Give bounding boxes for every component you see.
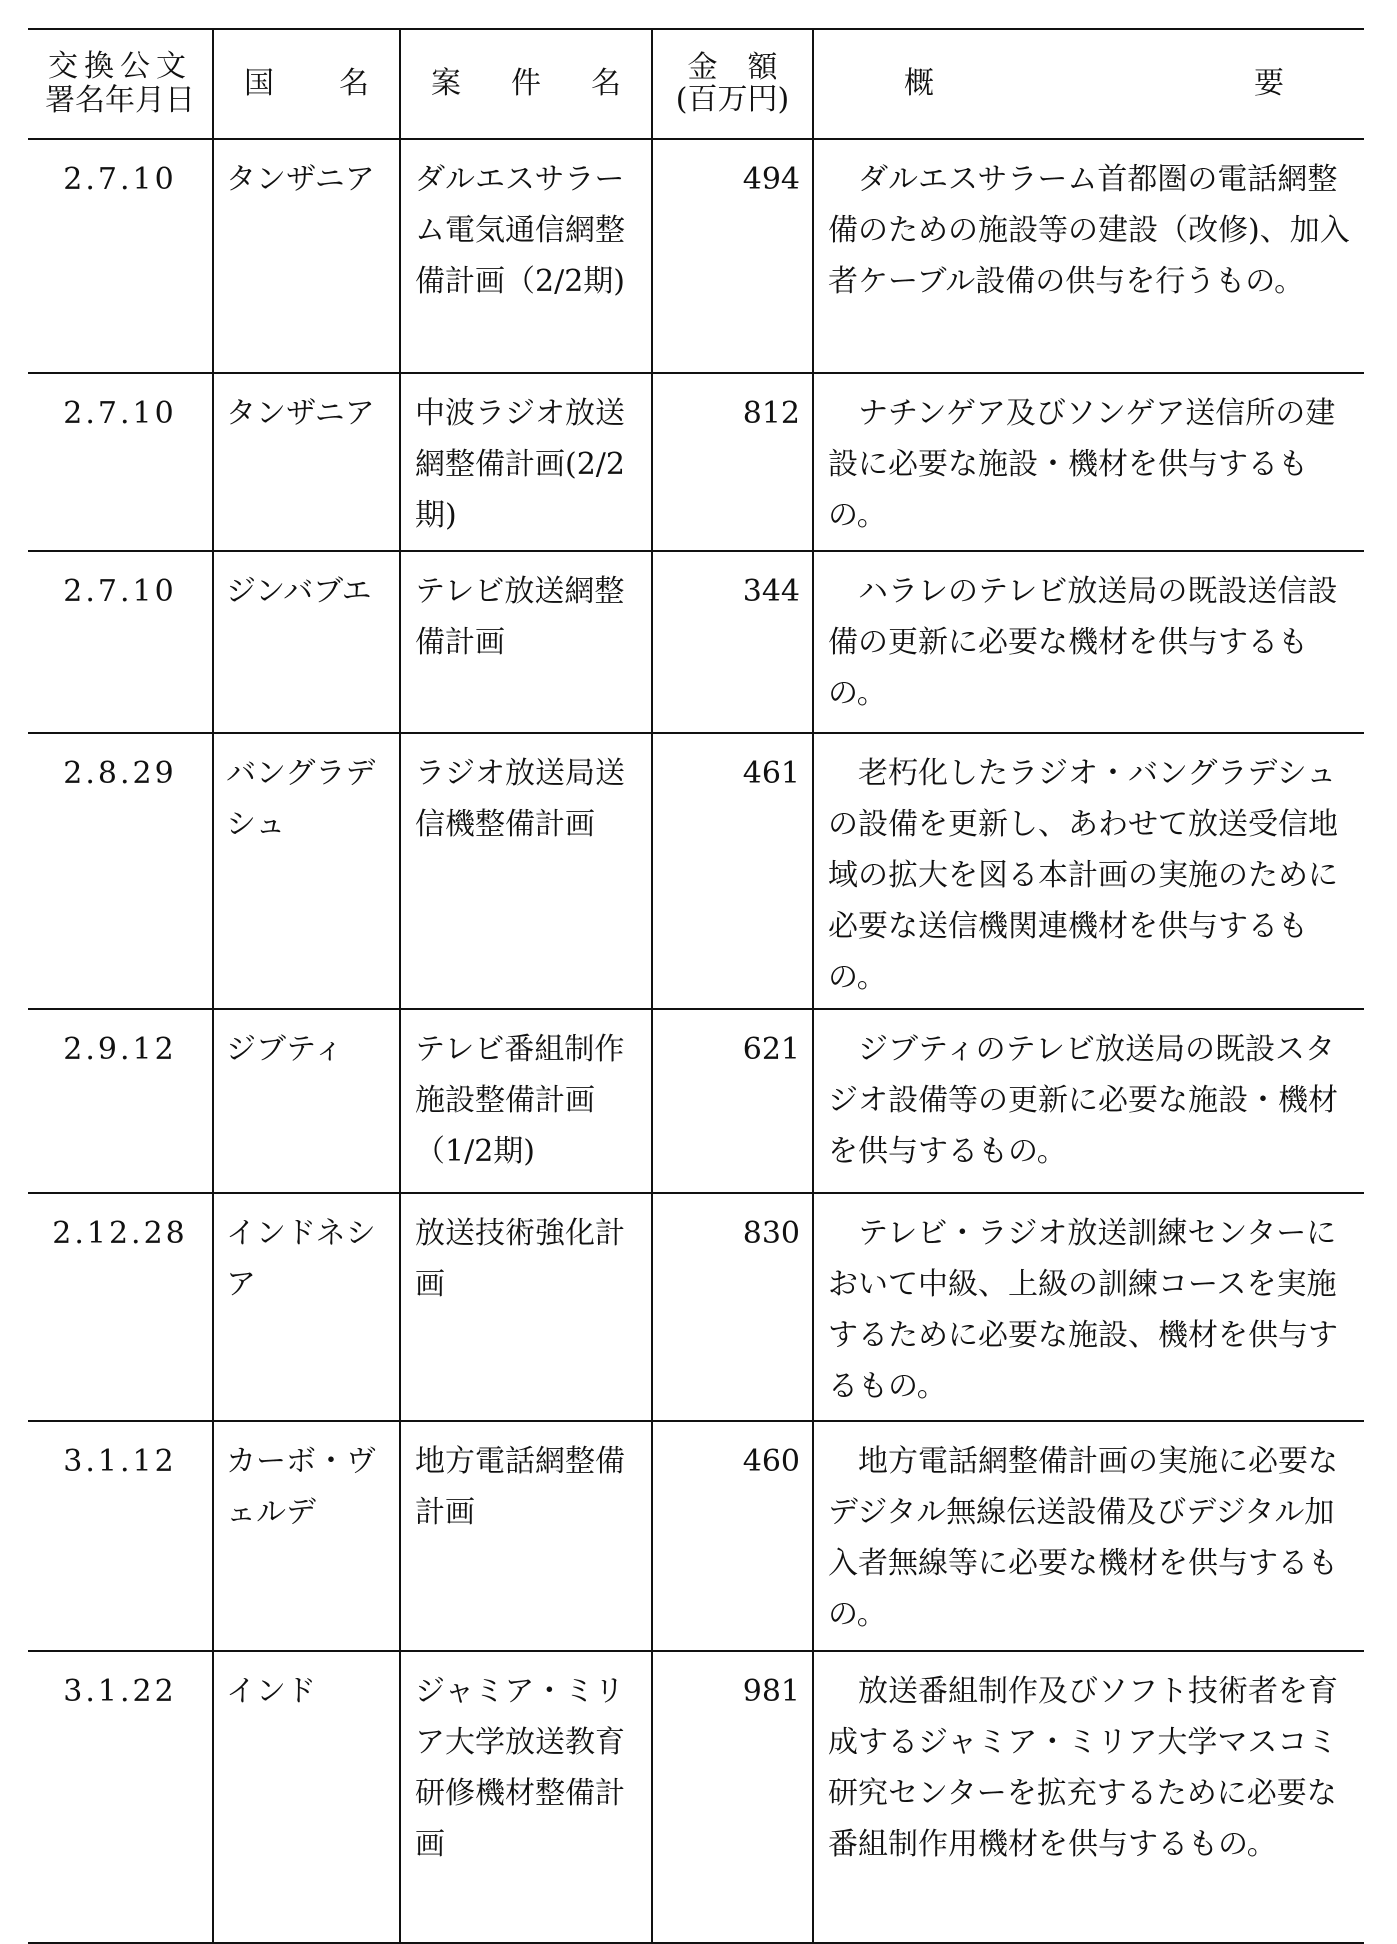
- cell-date: 2.8.29: [63, 756, 177, 791]
- table-row: [28, 1421, 1364, 1651]
- cell-country: インドネシア: [213, 1193, 400, 1421]
- table-row: [28, 551, 1364, 733]
- cell-country: ジブティ: [213, 1009, 400, 1193]
- cell-amount: 494: [652, 139, 813, 373]
- cell-country: ジンバブエ: [213, 551, 400, 733]
- cell-summary: ナチンゲア及びソンゲア送信所の建設に必要な施設・機材を供与するもの。: [813, 373, 1364, 551]
- cell-project: ラジオ放送局送信機整備計画: [400, 733, 652, 1009]
- cell-summary: ハラレのテレビ放送局の既設送信設備の更新に必要な機材を供与するもの。: [813, 551, 1364, 733]
- cell-project: ダルエスサラーム電気通信網整備計画（2/2期): [400, 139, 652, 373]
- table-header: [28, 29, 1364, 139]
- cell-summary: 放送番組制作及びソフト技術者を育成するジャミア・ミリア大学マスコミ研究センターを拡充するために必要な番組制作用機材を供与するもの。: [813, 1651, 1364, 1943]
- cell-country: インド: [213, 1651, 400, 1943]
- header-project: 案 件 名: [400, 29, 652, 139]
- cell-summary: ジブティのテレビ放送局の既設スタジオ設備等の更新に必要な施設・機材を供与するもの。: [813, 1009, 1364, 1193]
- cell-date: 3.1.12: [63, 1444, 177, 1479]
- cell-summary: 地方電話網整備計画の実施に必要なデジタル無線伝送設備及びデジタル加入者無線等に必要な機材を供与するもの。: [813, 1421, 1364, 1651]
- cell-project: テレビ放送網整備計画: [400, 551, 652, 733]
- header-amount: 金 額 (百万円): [652, 29, 813, 139]
- grant-aid-table: [28, 28, 1364, 1944]
- table-row: [28, 733, 1364, 1009]
- cell-summary: テレビ・ラジオ放送訓練センターにおいて中級、上級の訓練コースを実施するために必要な施設、機材を供与するもの。: [813, 1193, 1364, 1421]
- cell-amount: 344: [652, 551, 813, 733]
- cell-date: 2.7.10: [63, 396, 177, 431]
- cell-amount: 621: [652, 1009, 813, 1193]
- table-row: [28, 1651, 1364, 1943]
- cell-date: 2.7.10: [63, 574, 177, 609]
- cell-date: 3.1.22: [63, 1674, 177, 1709]
- table-row: [28, 1193, 1364, 1421]
- header-summary: 概 要: [813, 29, 1364, 139]
- cell-country: バングラデシュ: [213, 733, 400, 1009]
- cell-amount: 812: [652, 373, 813, 551]
- table-row: [28, 1009, 1364, 1193]
- table-row: [28, 373, 1364, 551]
- cell-date: 2.12.28: [52, 1216, 188, 1251]
- cell-project: テレビ番組制作施設整備計画（1/2期): [400, 1009, 652, 1193]
- cell-amount: 460: [652, 1421, 813, 1651]
- cell-project: ジャミア・ミリア大学放送教育研修機材整備計画: [400, 1651, 652, 1943]
- cell-country: タンザニア: [213, 139, 400, 373]
- cell-project: 中波ラジオ放送網整備計画(2/2期): [400, 373, 652, 551]
- cell-summary: 老朽化したラジオ・バングラデシュの設備を更新し、あわせて放送受信地域の拡大を図る本計画の実施のために必要な送信機関連機材を供与するもの。: [813, 733, 1364, 1009]
- cell-amount: 981: [652, 1651, 813, 1943]
- cell-project: 地方電話網整備計画: [400, 1421, 652, 1651]
- cell-date: 2.9.12: [63, 1032, 177, 1067]
- cell-date: 2.7.10: [63, 162, 177, 197]
- table-row: [28, 139, 1364, 373]
- cell-country: カーボ・ヴェルデ: [213, 1421, 400, 1651]
- document-page: [28, 28, 1364, 1944]
- cell-amount: 461: [652, 733, 813, 1009]
- cell-amount: 830: [652, 1193, 813, 1421]
- header-date: 交換公文 署名年月日: [45, 49, 195, 118]
- cell-summary: ダルエスサラーム首都圏の電話網整備のための施設等の建設（改修)、加入者ケーブル設備の供与を行うもの。: [813, 139, 1364, 373]
- header-country: 国 名: [213, 29, 400, 139]
- cell-project: 放送技術強化計画: [400, 1193, 652, 1421]
- cell-country: タンザニア: [213, 373, 400, 551]
